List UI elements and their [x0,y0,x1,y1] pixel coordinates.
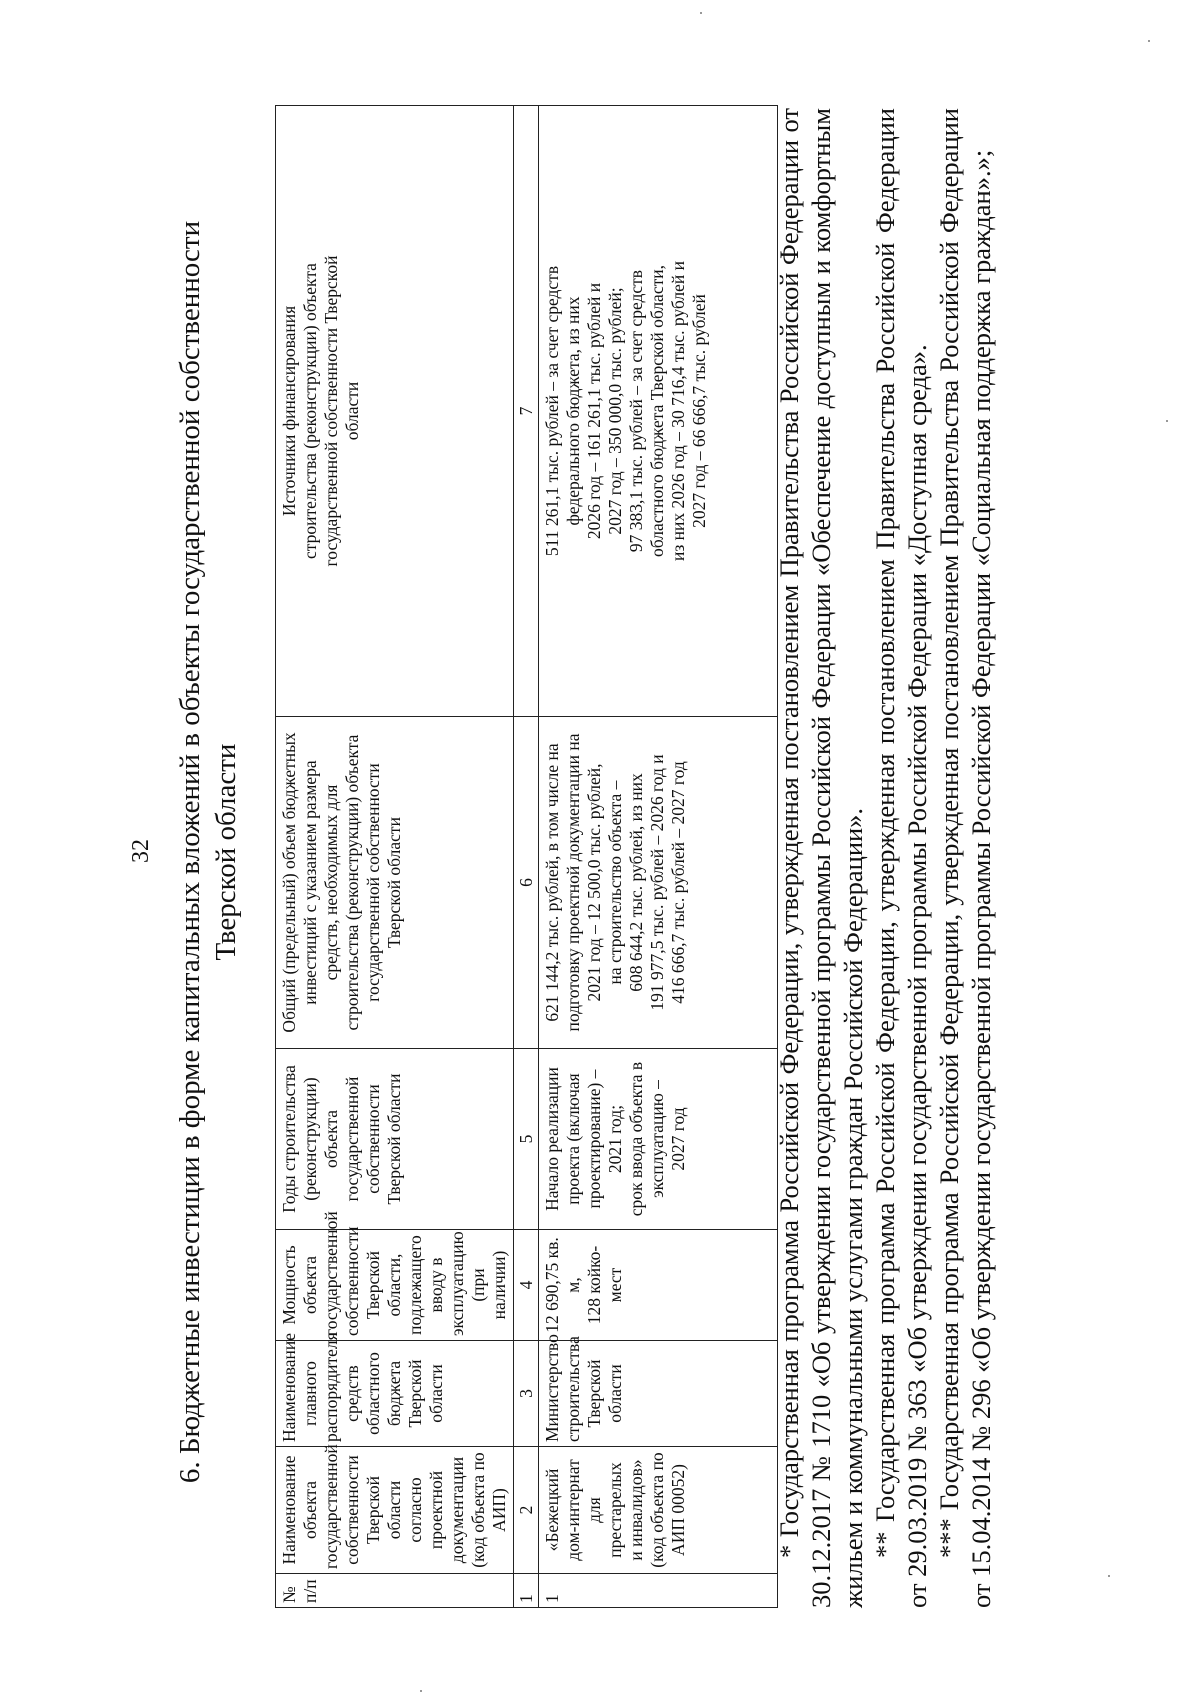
footnote-3: *** Государственная программа Российской Федерации, утвержденная постановлением Правительства Российской Федерации от 15.04.2014 № 296 «Об утверждении государственной программы Российской Федерации «Социальная поддержка граждан».»; [934,108,996,1608]
cell-funding-sources: 511 261,1 тыс. рублей – за счет средств федерального бюджета, из них 2026 год – 161 261,1 тыс. рублей и 2027 год – 350 000,0 тыс. рублей; 97 383,1 тыс. рублей – за счет средств областного бюджета Тверской области, из них 2026 год – 30 716,4 тыс. рублей и 2027 год – 66 666,7 тыс. рублей [539,106,778,717]
cell-capacity: 12 690,75 кв. м, 128 койко-мест [539,1230,778,1341]
column-number-row [514,106,539,1608]
scan-speck [1108,1575,1110,1577]
column-number: 5 [514,1049,539,1230]
section-title-line-2: Тверской области [210,743,242,961]
header-cell-object-name: Наименование объекта государственной собственности Тверской области согласно проектной документации (код объекта по АИП) [276,1447,514,1574]
header-cell-budget-manager: Наименование главного распорядителя средств областного бюджета Тверской области [276,1341,514,1447]
table-header-row [276,106,514,1608]
column-number: 7 [514,106,539,717]
column-number: 4 [514,1230,539,1341]
footnotes [773,108,997,1608]
header-cell-total-investment: Общий (предельный) объем бюджетных инвестиций с указанием размера средств, необходимых для строительства (реконструкции) объекта государственной собственности Тверской области [276,717,514,1049]
investment-table [275,105,778,1608]
cell-total-investment: 621 144,2 тыс. рублей, в том числе на подготовку проектной документации на 2021 год – 12 500,0 тыс. рублей, на строительство объекта – 608 644,2 тыс. рублей, из них 191 977,5 тыс. рублей – 2026 год и 416 666,7 тыс. рублей – 2027 год [539,717,778,1049]
header-cell-funding-sources: Источники финансирования строительства (реконструкции) объекта государственной собственности Тверской области [276,106,514,717]
cell-budget-manager: Министерство строительства Тверской области [539,1341,778,1447]
column-number: 1 [514,1574,539,1608]
section-title-line-1: 6. Бюджетные инвестиции в форме капитальных вложений в объекты государственной собственности [174,220,206,1484]
header-cell-capacity: Мощность объекта государственной собственности Тверской области, подлежащего вводу в эксплуатацию (при наличии) [276,1230,514,1341]
footnote-1: * Государственная программа Российской Федерации, утвержденная постановлением Правительства Российской Федерации от 30.12.2017 № 1710 «Об утверждении государственной программы Российской Федерации «Обеспечение доступным и комфортным жильем и коммунальными услугами граждан Российской Федерации». [774,108,868,1608]
scan-speck [1166,420,1168,422]
cell-row-number: 1 [539,1574,778,1608]
header-cell-construction-years: Годы строительства (реконструкции) объекта государственной собственности Тверской области [276,1049,514,1230]
footnote-2: ** Государственная программа Российской Федерации, утвержденная постановлением Правительства Российской Федерации от 29.03.2019 № 363 «Об утверждении государственной программы Российской Федерации «Доступная среда». [870,108,932,1608]
section-title [172,122,244,1582]
scan-speck [1148,40,1150,42]
column-number: 2 [514,1447,539,1574]
page-number: 32 [128,839,154,863]
header-cell-number: № п/п [276,1574,514,1608]
scan-speck [700,12,702,14]
cell-construction-years: Начало реализации проекта (включая проектирование) – 2021 год; срок ввода объекта в эксплуатацию – 2027 год [539,1049,778,1230]
cell-object-name: «Бежецкий дом-интернат для престарелых и инвалидов» (код объекта по АИП 00052) [539,1447,778,1574]
scan-speck [420,1690,422,1692]
table-row [539,106,778,1608]
column-number: 3 [514,1341,539,1447]
column-number: 6 [514,717,539,1049]
